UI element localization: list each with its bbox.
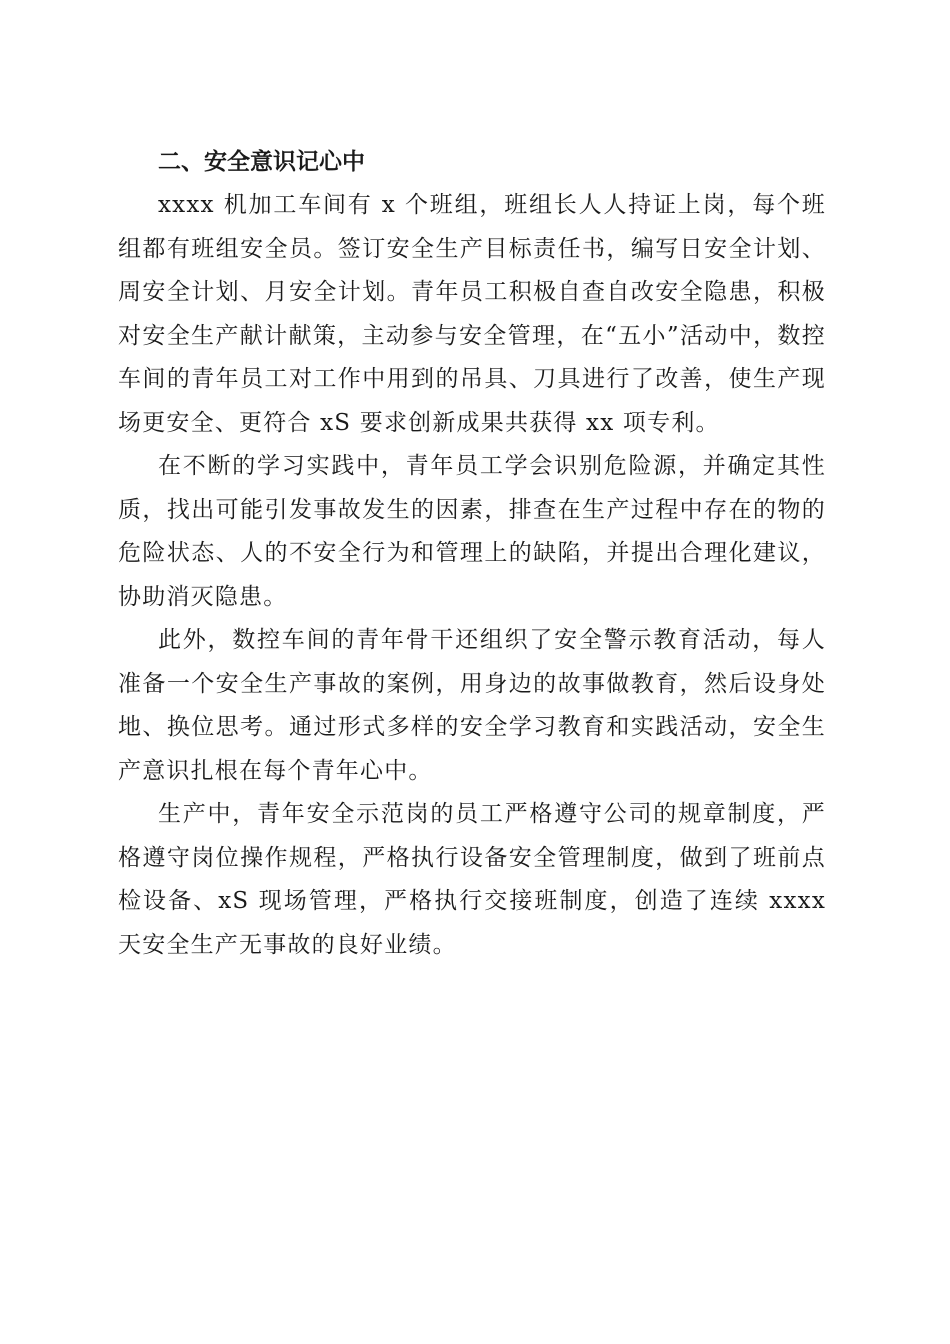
section-heading: 二、安全意识记心中 xyxy=(158,149,365,175)
paragraph-safety-education: 此外，数控车间的青年骨干还组织了安全警示教育活动，每人准备一个安全生产事故的案例，用身边的故事做教育，然后设身处地、换位思考。通过形式多样的安全学习教育和实践活动，安全生产意识扎根在每个青年心中。 xyxy=(118,627,826,784)
document-page xyxy=(118,140,826,967)
paragraph-hazard-identification: 在不断的学习实践中，青年员工学会识别危险源，并确定其性质，找出可能引发事故发生的因素，排查在生产过程中存在的物的危险状态、人的不安全行为和管理上的缺陷，并提出合理化建议，协助消灭隐患。 xyxy=(118,453,826,610)
paragraph-workshop-teams: xxxx 机加工车间有 x 个班组，班组长人人持证上岗，每个班组都有班组安全员。签订安全生产目标责任书，编写日安全计划、周安全计划、月安全计划。青年员工积极自查自改安全隐患，积极对安全生产献计献策，主动参与安全管理，在“五小”活动中，数控车间的青年员工对工作中用到的吊具、刀具进行了改善，使生产现场更安全、更符合 xS 要求创新成果共获得 xx 项专利。 xyxy=(118,192,826,436)
paragraph-safety-record: 生产中，青年安全示范岗的员工严格遵守公司的规章制度，严格遵守岗位操作规程，严格执行设备安全管理制度，做到了班前点检设备、xS 现场管理，严格执行交接班制度，创造了连续 xxxx 天安全生产无事故的良好业绩。 xyxy=(118,801,826,958)
